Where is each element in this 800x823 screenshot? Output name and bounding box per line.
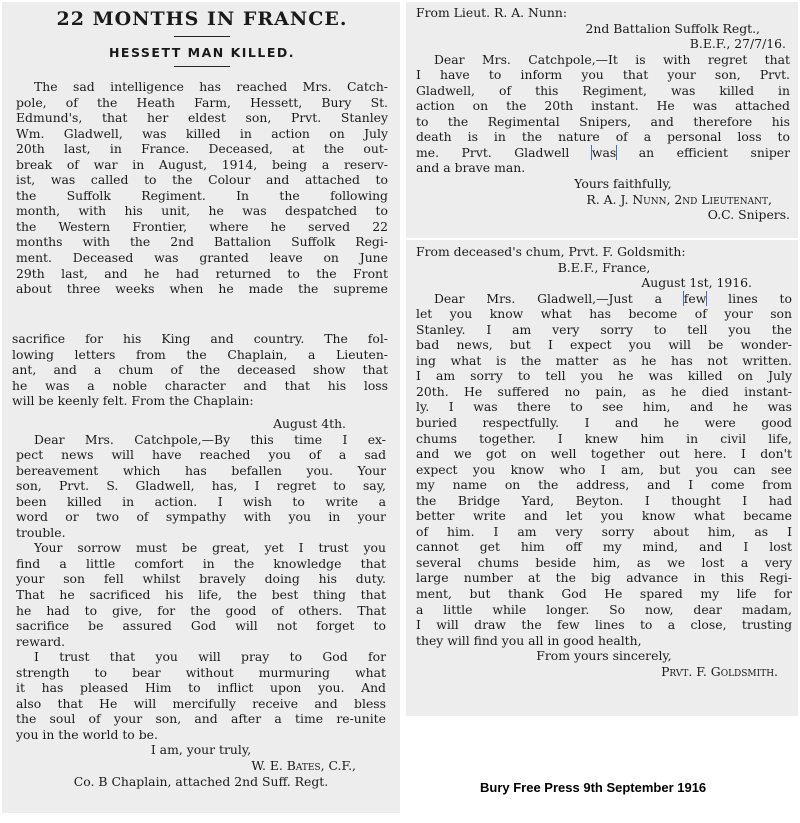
lieutenant-letter-signature-title: O.C. Snipers. bbox=[707, 207, 790, 223]
article-intro-clipping bbox=[2, 2, 400, 327]
text-line: That he sacrificed his life, the best thing that bbox=[16, 587, 386, 603]
text-line: break of war in August, 1914, being a reserv- bbox=[16, 156, 388, 172]
text-line: and we got on well together out here. I don't bbox=[416, 446, 792, 462]
highlighted-word: was bbox=[591, 144, 617, 160]
subheadline-rule bbox=[174, 66, 230, 67]
text-line: 20th. He suffered no pain, as he died instant- bbox=[416, 383, 792, 399]
text-line: he was a noble character and that his loss bbox=[12, 377, 388, 393]
text-line: the Suffolk Regiment. In the following bbox=[16, 187, 388, 203]
text-line: trouble. bbox=[16, 524, 66, 540]
chum-line-1-end: lines to bbox=[706, 290, 792, 306]
lieutenant-letter-unit: 2nd Battalion Suffolk Regt., bbox=[585, 20, 760, 36]
text-line: buried respectfully. I and he were good bbox=[416, 415, 792, 431]
chum-letter-from: From deceased's chum, Prvt. F. Goldsmith: bbox=[416, 244, 686, 259]
text-line: about three weeks when he made the supreme bbox=[16, 281, 388, 297]
text-line: 20th last, in France. Deceased, at the out- bbox=[16, 141, 388, 157]
lieutenant-letter-line-8: and a brave man. bbox=[416, 160, 526, 176]
text-line: several chums beside him, as we lost a very bbox=[416, 554, 792, 570]
text-line: Dear Mrs. Catchpole,—It is with regret that bbox=[434, 51, 790, 67]
text-line: months with the 2nd Battalion Suffolk Regi- bbox=[16, 234, 388, 250]
text-line: bereavement which has befallen you. Your bbox=[16, 462, 386, 478]
lieutenant-letter-line-7 bbox=[416, 145, 790, 161]
text-line: been killed in action. I wish to write a bbox=[16, 493, 386, 509]
text-line: son, Prvt. S. Gladwell, has, I regret to say, bbox=[16, 478, 386, 494]
text-line: pect news will have reached you of a sad bbox=[16, 447, 386, 463]
chaplain-letter-signature-title: Co. B Chaplain, attached 2nd Suff. Regt. bbox=[73, 773, 329, 789]
text-line: ant, and a chum of the deceased show that bbox=[12, 362, 388, 378]
chaplain-letter-paragraph-2 bbox=[16, 540, 386, 649]
text-line: Edmund's, that her eldest son, Prvt. Stanley bbox=[16, 110, 388, 126]
chum-letter-closing: From yours sincerely, bbox=[536, 648, 672, 664]
text-line: expect you know who I am, but you can see bbox=[416, 461, 792, 477]
text-line: I will draw the few lines to a close, trusting bbox=[416, 617, 792, 633]
text-line: also that He will mercifully receive and bless bbox=[16, 695, 386, 711]
chum-letter-body bbox=[416, 306, 792, 648]
text-line: ly. I was there to see him, and he was bbox=[416, 399, 792, 415]
text-line: sacrifice for his King and country. The fol- bbox=[12, 331, 388, 346]
text-line: to the Regimental Snipers, and therefore his bbox=[416, 113, 790, 129]
text-line: they will find you all in good health, bbox=[416, 632, 642, 648]
article-intro-continued-clipping bbox=[2, 327, 400, 413]
text-line: The sad intelligence has reached Mrs. Catch- bbox=[34, 79, 388, 94]
text-line: large number at the big advance in this Regi- bbox=[416, 570, 792, 586]
chum-letter-signature: Prvt. F. Goldsmith. bbox=[661, 663, 778, 679]
text-line: the Bridge Yard, Beyton. I thought I had bbox=[416, 492, 792, 508]
text-line: ment. Deceased was granted leave on June bbox=[16, 250, 388, 266]
text-line: word or two of sympathy with you in your bbox=[16, 509, 386, 525]
text-line: my name on the address, and I come from bbox=[416, 477, 792, 493]
chaplain-letter-clipping bbox=[2, 413, 400, 813]
chum-letter-place: B.E.F., France, bbox=[557, 259, 651, 275]
lieutenant-letter-signature: R. A. J. Nunn, 2nd Lieutenant, bbox=[586, 191, 772, 207]
text-line: let you know what has become of your son bbox=[416, 306, 792, 322]
article-subheadline: HESSETT MAN KILLED. bbox=[108, 45, 296, 60]
text-line: of him. I am very sorry about him, as I bbox=[416, 523, 792, 539]
text-line: it has pleased Him to inflict upon you. And bbox=[16, 680, 386, 696]
text-line: better write and let you know what became bbox=[416, 508, 792, 524]
chaplain-letter-paragraph-3 bbox=[16, 649, 386, 742]
text-line: Your sorrow must be great, yet I trust you bbox=[34, 540, 386, 556]
source-caption: Bury Free Press 9th September 1916 bbox=[480, 780, 707, 795]
text-line: I am sorry to tell you he was killed on July bbox=[416, 368, 792, 384]
chum-letter-date: August 1st, 1916. bbox=[641, 275, 752, 291]
text-line: your son fell whilst bravely doing his duty. bbox=[16, 571, 386, 587]
chaplain-letter-date: August 4th. bbox=[273, 416, 346, 431]
text-line: a little while longer. So now, dear madam, bbox=[416, 601, 792, 617]
lieutenant-letter-body bbox=[416, 52, 790, 145]
text-line: sacrifice be assured God will not forget to bbox=[16, 618, 386, 634]
text-line: pole, of the Heath Farm, Hessett, Bury St. bbox=[16, 94, 388, 110]
lieutenant-letter-from: From Lieut. R. A. Nunn: bbox=[416, 5, 568, 20]
text-line: action on the 20th instant. He was attached bbox=[416, 98, 790, 114]
text-line: ment, but thank God He spared my life for bbox=[416, 586, 792, 602]
text-line: the soul of your son, and after a time re-unite bbox=[16, 711, 386, 727]
text-line: bad news, but I expect you will be wonder- bbox=[416, 337, 792, 353]
article-headline: 22 MONTHS IN FRANCE. bbox=[56, 8, 348, 30]
text-line: lowing letters from the Chaplain, a Lieuten- bbox=[12, 346, 388, 362]
text-line: I have to inform you that your son, Prvt. bbox=[416, 67, 790, 83]
text-line: you in the world to be. bbox=[16, 726, 158, 742]
text-line: month, with his unit, he was despatched to bbox=[16, 203, 388, 219]
highlighted-word: few bbox=[683, 290, 707, 306]
intro-paragraph bbox=[16, 79, 388, 297]
chum-letter-line-1 bbox=[416, 291, 792, 307]
lieutenant-letter-date: B.E.F., 27/7/16. bbox=[689, 36, 786, 52]
headline-rule bbox=[174, 36, 230, 37]
lieutenant-line-7-end: an efficient sniper bbox=[616, 144, 790, 160]
text-line: reward. bbox=[16, 633, 66, 649]
chum-line-1-start: Dear Mrs. Gladwell,—Just a bbox=[434, 290, 684, 306]
text-line: he had to give, for the good of others. That bbox=[16, 602, 386, 618]
text-line: strength to bear without murmuring what bbox=[16, 664, 386, 680]
text-line: cannot get him off my mind, and I lost bbox=[416, 539, 792, 555]
chum-letter-clipping bbox=[406, 240, 798, 716]
chaplain-letter-paragraph-1 bbox=[16, 432, 386, 541]
text-line: find a little comfort in the knowledge that bbox=[16, 555, 386, 571]
lieutenant-letter-clipping bbox=[406, 2, 798, 238]
text-line: Gladwell, of this Regiment, was killed in bbox=[416, 82, 790, 98]
lieutenant-letter-closing: Yours faithfully, bbox=[574, 176, 672, 192]
text-line: 29th last, and he had returned to the Front bbox=[16, 265, 388, 281]
text-line: Dear Mrs. Catchpole,—By this time I ex- bbox=[34, 431, 386, 447]
text-line: the Western Frontier, where he served 22 bbox=[16, 218, 388, 234]
text-line: Wm. Gladwell, was killed in action on July bbox=[16, 125, 388, 141]
chaplain-letter-signature: W. E. Bates, C.F., bbox=[251, 758, 356, 774]
lieutenant-line-7-start: me. Prvt. Gladwell bbox=[416, 144, 592, 160]
text-line: will be keenly felt. From the Chaplain: bbox=[12, 393, 254, 409]
chaplain-letter-closing: I am, your truly, bbox=[150, 742, 252, 758]
text-line: ing what is the matter as he has not written. bbox=[416, 352, 792, 368]
text-line: ist, was called to the Colour and attached to bbox=[16, 172, 388, 188]
intro-paragraph-continued bbox=[12, 331, 388, 409]
text-line: I trust that you will pray to God for bbox=[34, 649, 386, 665]
text-line: chums together. I knew him in civil life, bbox=[416, 430, 792, 446]
text-line: death is in the nature of a personal loss to bbox=[416, 129, 790, 145]
text-line: Stanley. I am very sorry to tell you the bbox=[416, 321, 792, 337]
